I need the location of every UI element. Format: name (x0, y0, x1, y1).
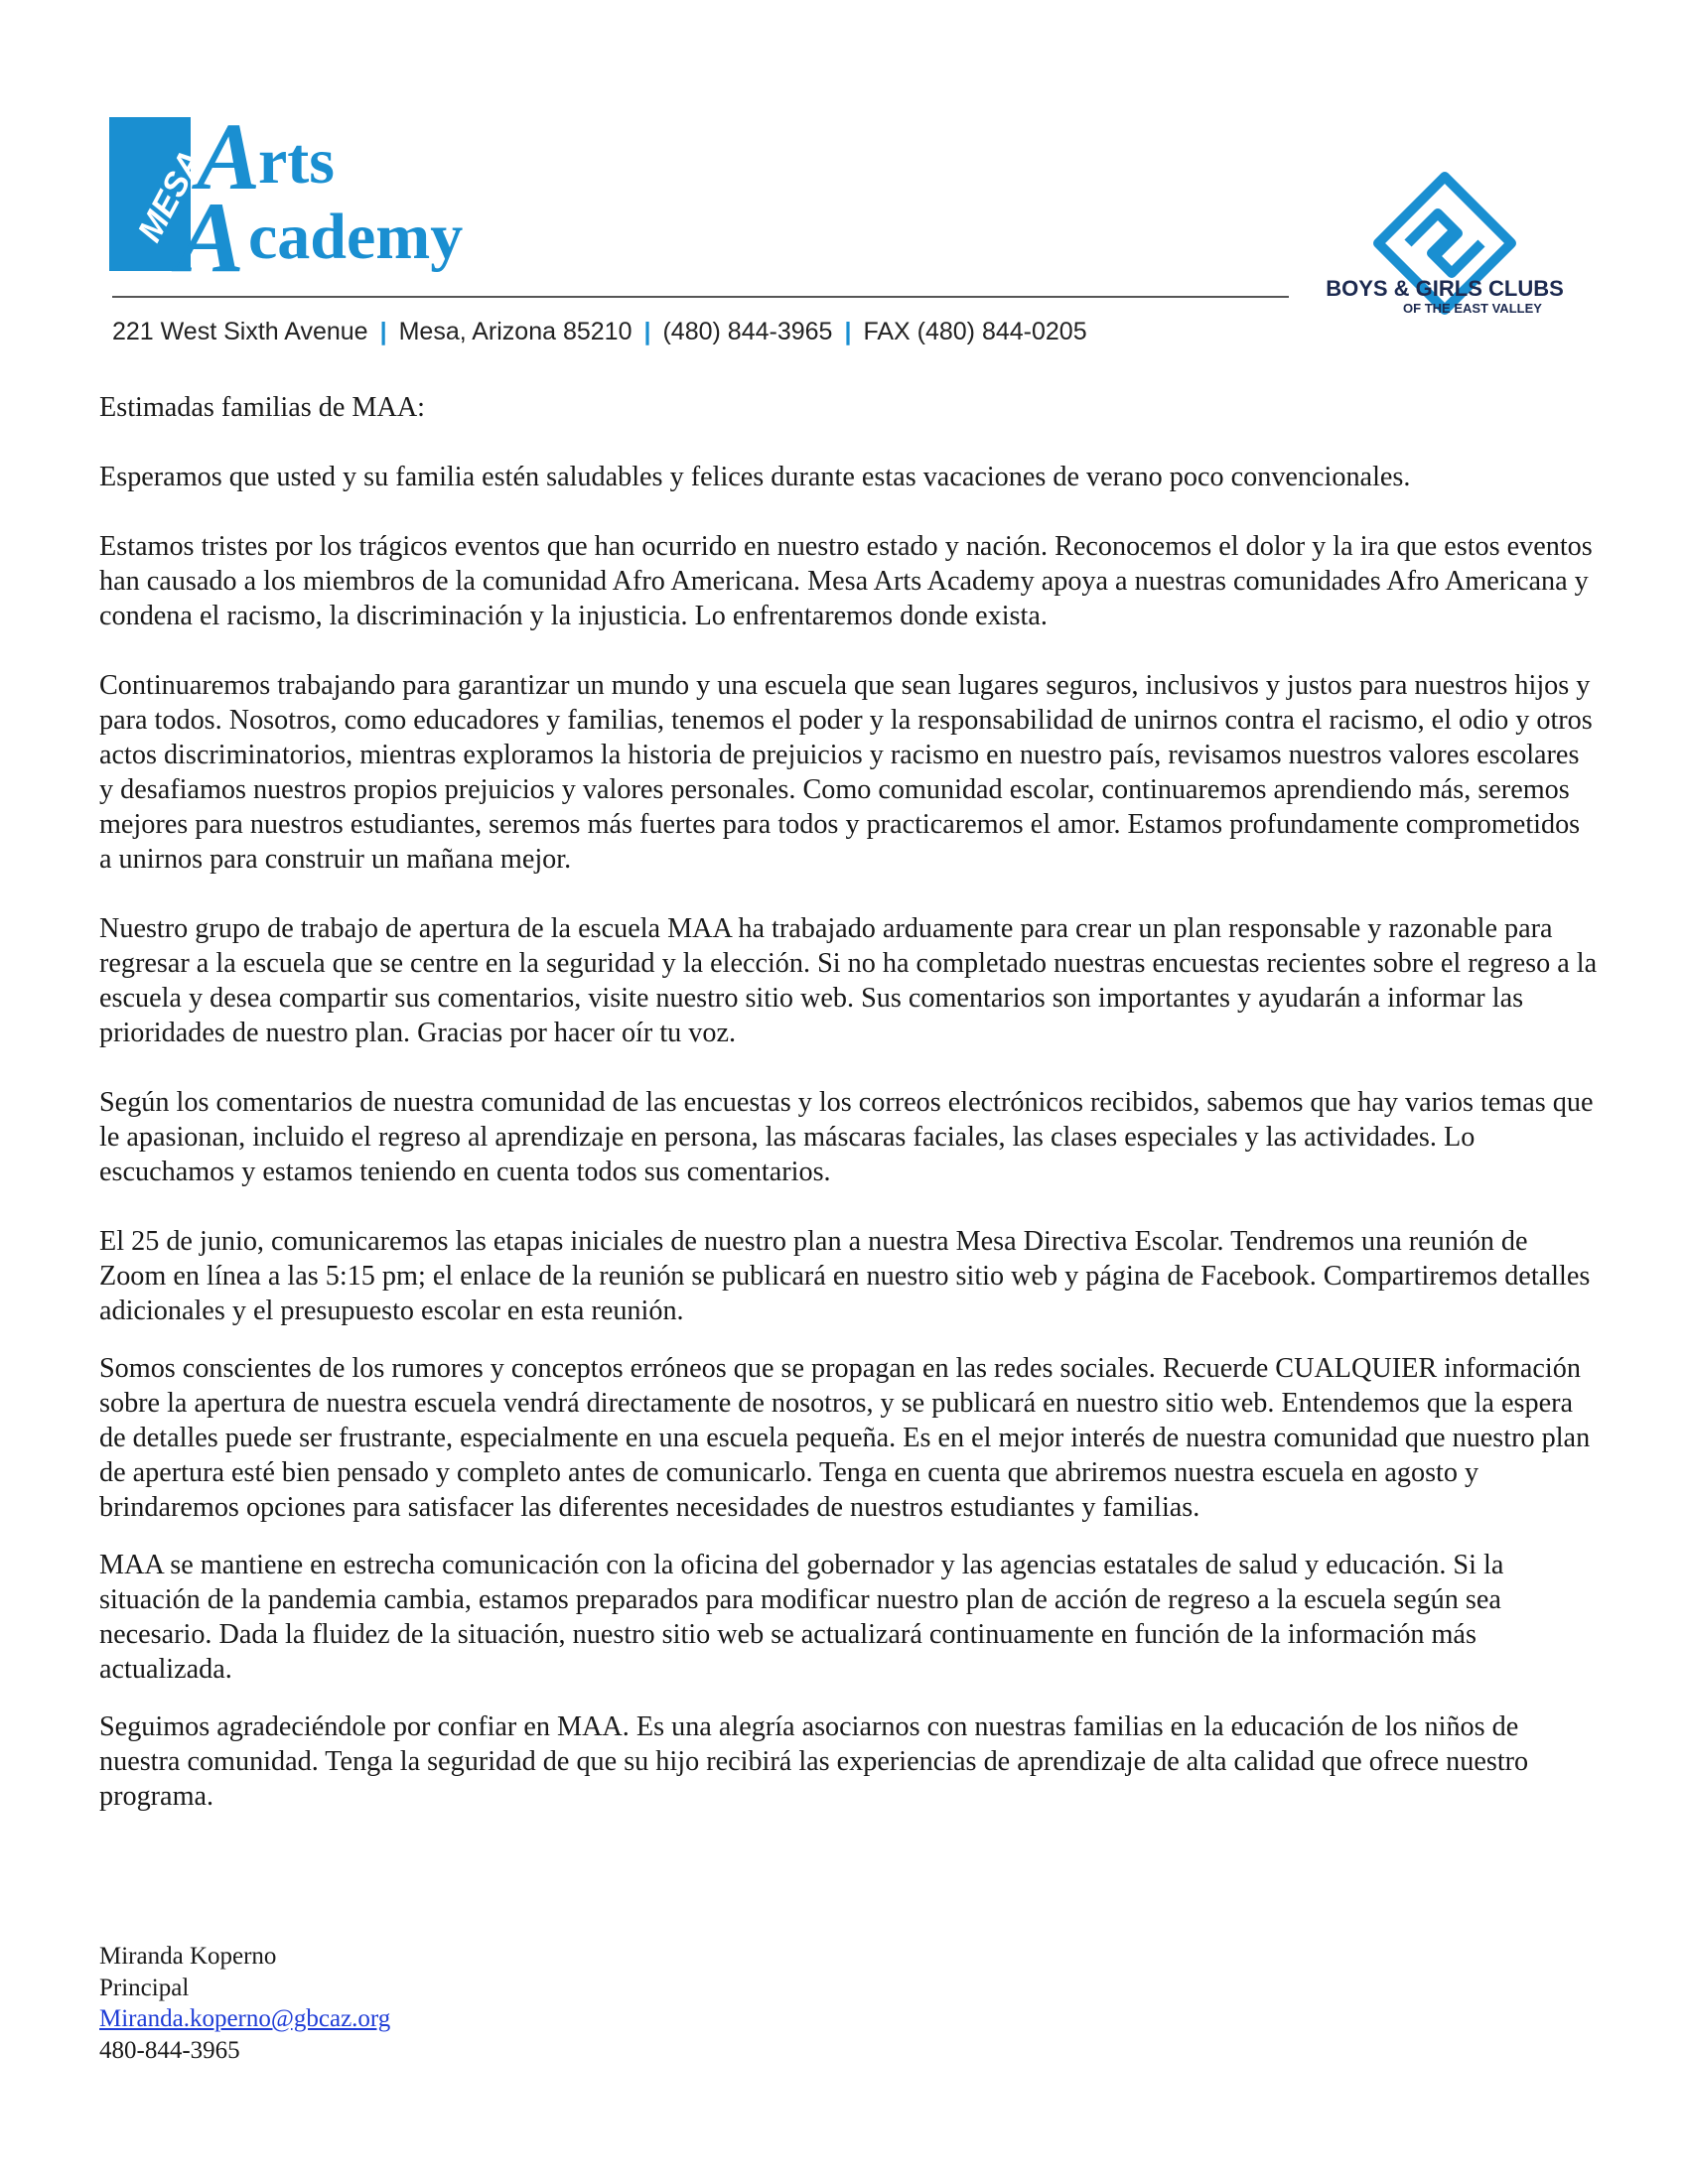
signature-block (99, 1941, 794, 2066)
club-name: BOYS & GIRLS CLUBS (1326, 276, 1564, 301)
header-divider (112, 296, 1289, 298)
mesa-arts-academy-logo (109, 117, 501, 276)
boys-girls-clubs-logo (1301, 169, 1589, 318)
street-address: 221 West Sixth Avenue (112, 318, 368, 345)
letter-body (99, 390, 1599, 1848)
signer-email-link[interactable]: Miranda.koperno@gbcaz.org (99, 2005, 391, 2032)
logo-word-cademy: cademy (248, 201, 464, 273)
paragraph: MAA se mantiene en estrecha comunicación con la oficina del gobernador y las agencias estatales de salud y educación. Si la situación de la pandemia cambia, estamos preparados para modificar nuestro plan de acción de regreso a la escuela según sea necesario. Dada la fluidez de la situación, nuestro sitio web se actualizará continuamente en función de la información más actualizada. (99, 1550, 1504, 1685)
logo-letter-a-arts: A (197, 117, 261, 209)
paragraph: Estamos tristes por los trágicos eventos que han ocurrido en nuestro estado y nación. Reconocemos el dolor y la ira que estos eventos han causado a los miembros de la comunidad Afro Americana. Mesa Arts Academy apoya a nuestras comunidades Afro Americana y condena el racismo, la discriminación y la injusticia. Lo enfrentaremos donde exista. (99, 531, 1593, 631)
signer-phone: 480-844-3965 (99, 2036, 240, 2064)
signer-title: Principal (99, 1974, 190, 2001)
signer-name: Miranda Koperno (99, 1943, 277, 1970)
paragraph: El 25 de junio, comunicaremos las etapas iniciales de nuestro plan a nuestra Mesa Directiva Escolar. Tendremos una reunión de Zoom en línea a las 5:15 pm; el enlace de la reunión se publicará en nuestro sitio web y página de Facebook. Compartiremos detalles adicionales y el presupuesto escolar en esta reunión. (99, 1226, 1591, 1326)
contact-line (112, 318, 1304, 346)
paragraph: Según los comentarios de nuestra comunidad de las encuestas y los correos electrónicos recibidos, sabemos que hay varios temas que le apasionan, incluido el regreso al aprendizaje en persona, las máscaras faciales, las clases especiales y las actividades. Lo escuchamos y estamos teniendo en cuenta todos sus comentarios. (99, 1087, 1594, 1187)
salutation: Estimadas familias de MAA: (99, 392, 426, 423)
paragraph: Seguimos agradeciéndole por confiar en MAA. Es una alegría asociarnos con nuestras familias en la educación de los niños de nuestra comunidad. Tenga la seguridad de que su hijo recibirá las experiencias de aprendizaje de alta calidad que ofrece nuestro programa. (99, 1711, 1529, 1812)
paragraph: Somos conscientes de los rumores y conceptos erróneos que se propagan en las redes sociales. Recuerde CUALQUIER información sobre la apertura de nuestra escuela vendrá directamente de nosotros, y se publicará en nuestro sitio web. Entendemos que la espera de detalles puede ser frustrante, especialmente en una escuela pequeña. Es en el mejor interés de nuestra comunidad que nuestro plan de apertura esté bien pensado y completo antes de comunicarlo. Tenga en cuenta que abriremos nuestra escuela en agosto y brindaremos opciones para satisfacer las diferentes necesidades de nuestros estudiantes y familias. (99, 1353, 1591, 1523)
logo-word-mesa: MESA (130, 144, 211, 248)
logo-word-rts: rts (258, 125, 335, 198)
paragraph: Nuestro grupo de trabajo de apertura de la escuela MAA ha trabajado arduamente para crear un plan responsable y razonable para regresar a la escuela que se centre en la seguridad y la elección. Si no ha completado nuestras encuestas recientes sobre el regreso a la escuela y desea compartir sus comentarios, visite nuestro sitio web. Sus comentarios son importantes y ayudarán a informar las prioridades de nuestro plan. Gracias por hacer oír tu voz. (99, 913, 1598, 1048)
separator: | (643, 318, 651, 345)
paragraph: Esperamos que usted y su familia estén saludables y felices durante estas vacaciones de verano poco convencionales. (99, 462, 1411, 492)
paragraph: Continuaremos trabajando para garantizar un mundo y una escuela que sean lugares seguros, inclusivos y justos para nuestros hijos y para todos. Nosotros, como educadores y familias, tenemos el poder y la responsabilidad de unirnos contra el racismo, el odio y otros actos discriminatorios, mientras exploramos la historia de prejuicios y racismo en nuestro país, revisamos nuestros valores escolares y desafiamos nuestros propios prejuicios y valores personales. Como comunidad escolar, continuaremos aprendiendo más, seremos mejores para nuestros estudiantes, seremos más fuertes para todos y practicaremos el amor. Estamos profundamente comprometidos a unirnos para construir un mañana mejor. (99, 670, 1593, 875)
fax-number: FAX (480) 844-0205 (863, 318, 1087, 345)
phone-number: (480) 844-3965 (662, 318, 833, 345)
separator: | (844, 318, 852, 345)
separator: | (379, 318, 387, 345)
logo-letter-a-academy: A (177, 182, 245, 276)
club-region: OF THE EAST VALLEY (1403, 301, 1542, 316)
city-state-zip: Mesa, Arizona 85210 (398, 318, 633, 345)
